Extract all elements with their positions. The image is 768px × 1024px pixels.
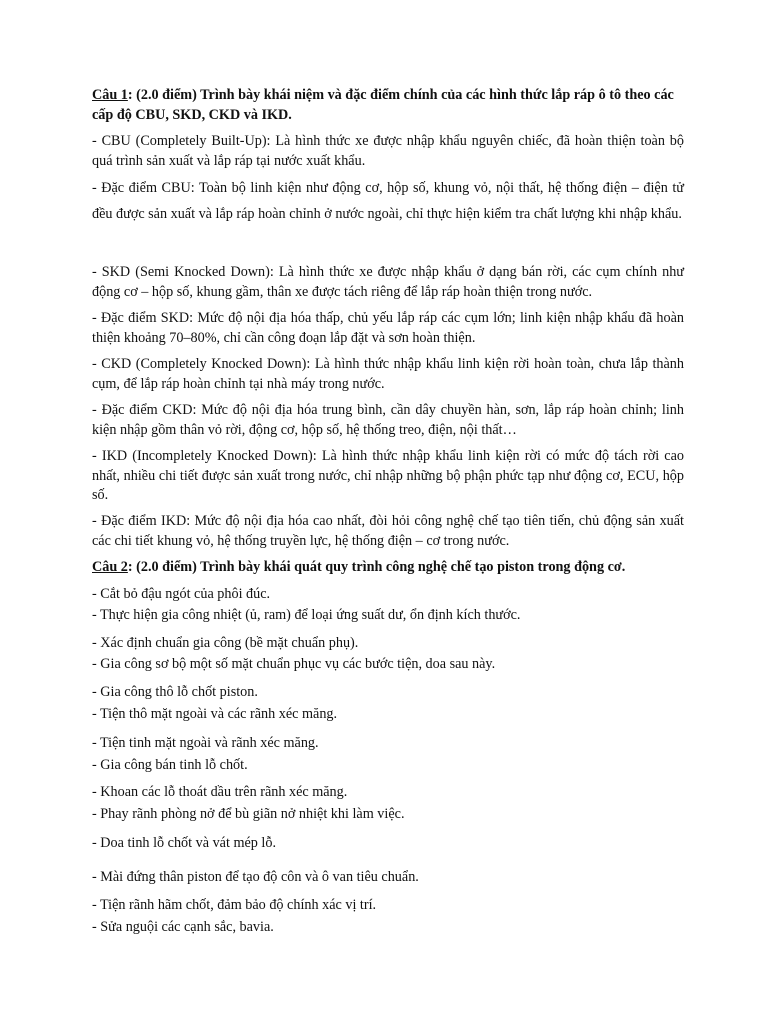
q2-step-4: - Gia công sơ bộ một số mặt chuẩn phục vụ các bước tiện, doa sau này.	[92, 656, 496, 672]
q2-step-1: - Cắt bỏ đậu ngót của phôi đúc.	[92, 586, 271, 602]
q1-paragraph-5: - CKD (Completely Knocked Down): Là hình thức nhập khẩu linh kiện rời hoàn toàn, chưa lắp thành cụm, để lắp ráp hoàn chỉnh tại nhà máy trong nước.	[92, 356, 684, 392]
q2-step-11: - Doa tinh lỗ chốt và vát mép lỗ.	[92, 835, 277, 851]
q2-step-12: - Mài đứng thân piston để tạo độ côn và ô van tiêu chuẩn.	[92, 869, 419, 885]
q2-step-5: - Gia công thô lỗ chốt piston.	[92, 684, 258, 700]
q2-step-2: - Thực hiện gia công nhiệt (ủ, ram) để loại ứng suất dư, ổn định kích thước.	[92, 607, 521, 623]
q1-paragraph-6: - Đặc điểm CKD: Mức độ nội địa hóa trung bình, cần dây chuyền hàn, sơn, lắp ráp hoàn chỉnh; linh kiện nhập gồm thân vỏ rời, động cơ, hộp số, hệ thống treo, điện, nội thất…	[92, 402, 684, 438]
question-2-number: Câu 2	[92, 559, 128, 575]
question-1-heading	[92, 86, 684, 125]
q1-paragraph-8: - Đặc điểm IKD: Mức độ nội địa hóa cao nhất, đòi hỏi công nghệ chế tạo tiên tiến, chủ động sản xuất các chi tiết khung vỏ, hệ thống truyền lực, hệ thống điện – cơ trong nước.	[92, 513, 684, 549]
q2-step-3: - Xác định chuẩn gia công (bề mặt chuẩn phụ).	[92, 635, 359, 651]
q2-step-14: - Sửa nguội các cạnh sắc, bavia.	[92, 919, 274, 935]
q2-step-8: - Gia công bán tinh lỗ chốt.	[92, 757, 248, 773]
q2-step-13: - Tiện rãnh hãm chốt, đảm bảo độ chính xác vị trí.	[92, 897, 377, 913]
q2-step-6: - Tiện thô mặt ngoài và các rãnh xéc măng.	[92, 706, 338, 722]
question-1-title: : (2.0 điểm) Trình bày khái niệm và đặc điểm chính của các hình thức lắp ráp ô tô theo các cấp độ CBU, SKD, CKD và IKD.	[92, 87, 674, 123]
q1-paragraph-7: - IKD (Incompletely Knocked Down): Là hình thức nhập khẩu linh kiện rời có mức độ tách rời cao nhất, nhiều chi tiết được sản xuất trong nước, chỉ nhập những bộ phận phức tạp như động cơ, ECU, hộp số.	[92, 448, 684, 503]
question-2-title: : (2.0 điểm) Trình bày khái quát quy trình công nghệ chế tạo piston trong động cơ.	[127, 559, 626, 575]
q1-paragraph-1: - CBU (Completely Built-Up): Là hình thức xe được nhập khẩu nguyên chiếc, đã hoàn thiện toàn bộ quá trình sản xuất và lắp ráp tại nước xuất khẩu.	[92, 133, 684, 169]
q2-step-10: - Phay rãnh phòng nở để bù giãn nở nhiệt khi làm việc.	[92, 806, 405, 822]
q1-paragraph-4: - Đặc điểm SKD: Mức độ nội địa hóa thấp, chủ yếu lắp ráp các cụm lớn; linh kiện nhập khẩu đã hoàn thiện khoảng 70–80%, chỉ cần công đoạn lắp đặt và sơn hoàn thiện.	[92, 310, 684, 346]
question-2-heading	[92, 558, 684, 578]
q1-paragraph-2: - Đặc điểm CBU: Toàn bộ linh kiện như động cơ, hộp số, khung vỏ, nội thất, hệ thống điện – điện tử đều được sản xuất và lắp ráp hoàn chỉnh ở nước ngoài, chỉ thực hiện kiểm tra chất lượng khi nhập khẩu.	[92, 180, 684, 222]
q2-step-9: - Khoan các lỗ thoát dầu trên rãnh xéc măng.	[92, 784, 348, 800]
q1-paragraph-3: - SKD (Semi Knocked Down): Là hình thức xe được nhập khẩu ở dạng bán rời, các cụm chính như động cơ – hộp số, khung gầm, thân xe được tách riêng để lắp ráp hoàn thiện trong nước.	[92, 264, 684, 300]
q2-step-7: - Tiện tinh mặt ngoài và rãnh xéc măng.	[92, 735, 319, 751]
question-1-number: Câu 1	[92, 87, 128, 103]
